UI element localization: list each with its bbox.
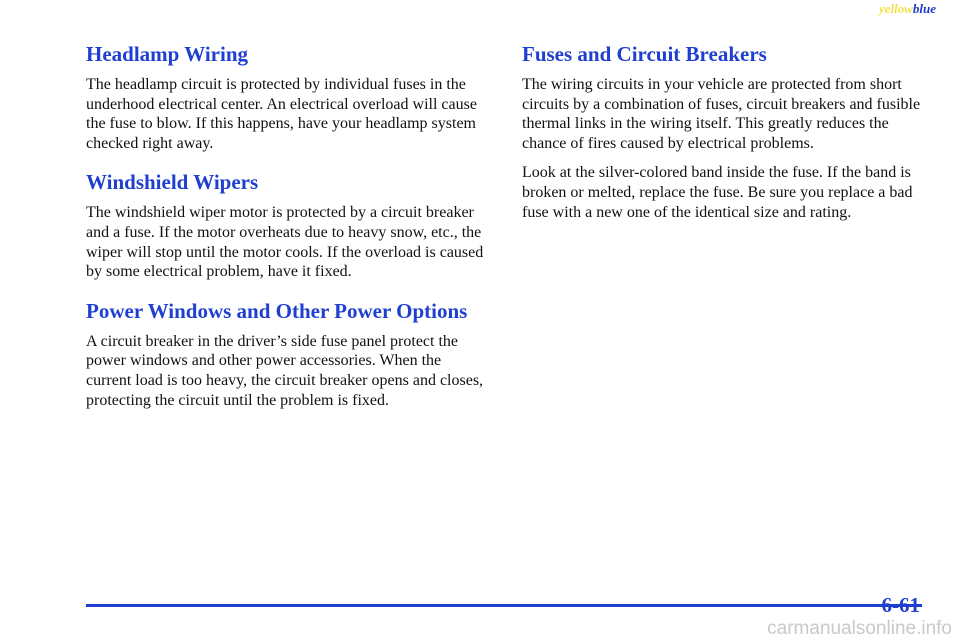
section-paragraph: The wiring circuits in your vehicle are protected from short circuits by a combination of fuses, circuit breakers and fusible thermal links in the wiring itself. This greatly reduces the chance of fires caused by electrical problems. [522,76,921,152]
footer-rule [86,604,922,607]
edition-marker [879,1,936,17]
section-paragraph: Look at the silver-colored band inside the fuse. If the band is broken or melted, replace the fuse. Be sure you replace a bad fuse with a new one of the identical size and rating. [522,164,913,221]
section-heading: Fuses and Circuit Breakers [522,42,767,66]
section-power-windows [86,297,490,410]
watermark: carmanualsonline.info [767,618,952,639]
section-paragraph: The windshield wiper motor is protected by a circuit breaker and a fuse. If the motor overheats due to heavy snow, etc., the wiper will stop until the motor cools. If the overload is caused by some electrical problem, have it fixed. [86,204,484,281]
section-paragraph: A circuit breaker in the driver’s side fuse panel protect the power windows and other power accessories. When the current load is too heavy, the circuit breaker opens and closes, protecting the circuit until the problem is fixed. [86,332,484,409]
section-headlamp-wiring [86,40,490,153]
left-column [86,40,490,425]
section-windshield-wipers [86,168,490,281]
section-heading: Windshield Wipers [86,170,259,195]
right-column [522,40,922,232]
edition-word-yellow: yellow [878,1,913,16]
section-heading: Headlamp Wiring [86,42,249,66]
page-number: 6-61 [881,593,920,617]
edition-word-blue: blue [912,1,936,16]
section-paragraph: The headlamp circuit is protected by individual fuses in the underhood electrical center. An electrical overload will cause the fuse to blow. If this happens, have your headlamp system checked right away. [86,76,477,152]
section-fuses-circuit-breakers [522,40,922,222]
section-heading: Power Windows and Other Power Options [86,298,468,323]
